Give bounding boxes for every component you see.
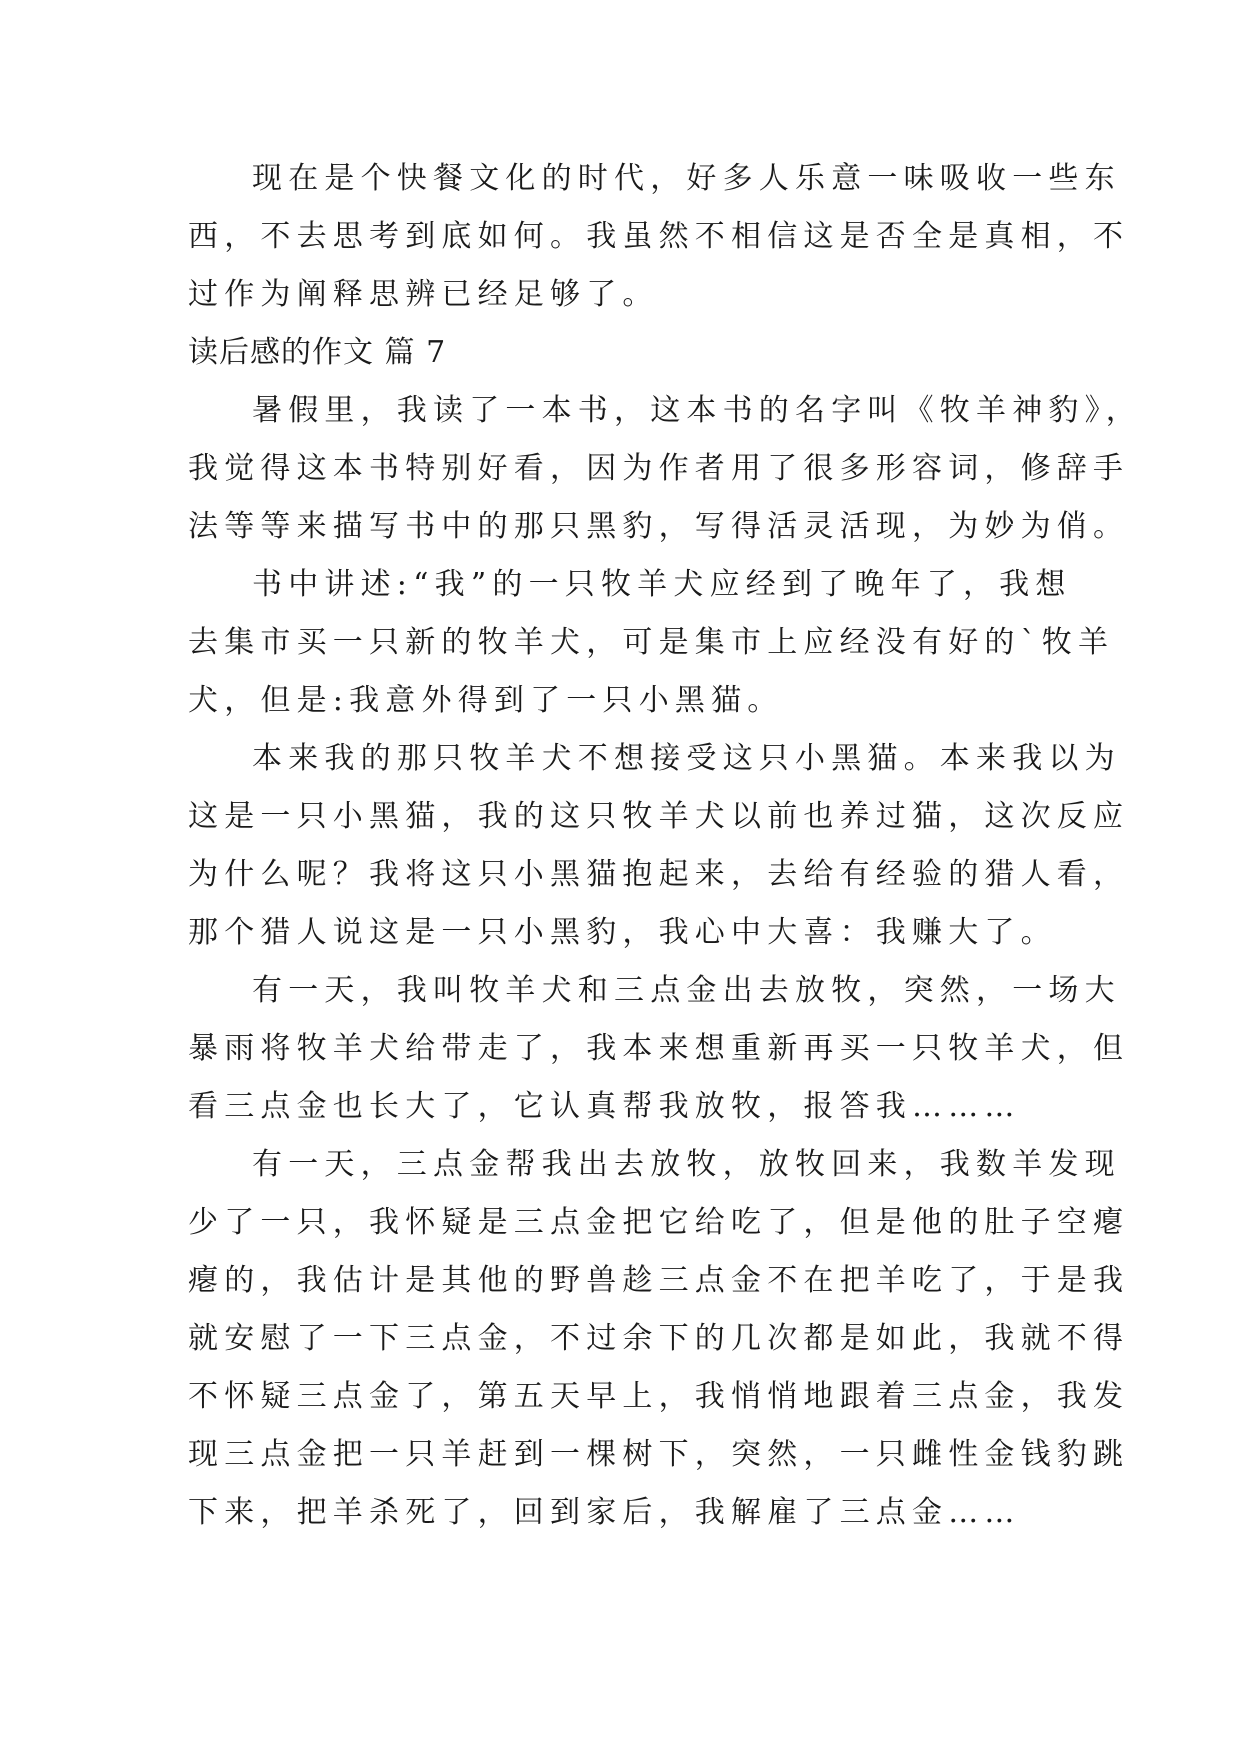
paragraph-6-line-6: 现三点金把一只羊赶到一棵树下，突然，一只雌性金钱豹跳 <box>188 1437 1130 1472</box>
paragraph-3-line-3: 犬，但是:我意外得到了一只小黑猫。 <box>188 683 784 718</box>
paragraph-6-line-2: 少了一只，我怀疑是三点金把它给吃了，但是他的肚子空瘪 <box>188 1205 1130 1240</box>
paragraph-2-line-2: 我觉得这本书特别好看，因为作者用了很多形容词，修辞手 <box>188 451 1130 486</box>
paragraph-2-line-1: 暑假里，我读了一本书，这本书的名字叫《牧羊神豹》， <box>252 393 1142 428</box>
paragraph-4-line-3: 为什么呢？我将这只小黑猫抱起来，去给有经验的猎人看， <box>188 857 1130 892</box>
paragraph-3-line-1: 书中讲述:“我”的一只牧羊犬应经到了晚年了，我想 <box>252 567 1072 602</box>
paragraph-6-line-3: 瘪的，我估计是其他的野兽趁三点金不在把羊吃了，于是我 <box>188 1263 1130 1298</box>
paragraph-4-line-1: 本来我的那只牧羊犬不想接受这只小黑猫。本来我以为 <box>252 741 1121 776</box>
paragraph-3-line-2: 去集市买一只新的牧羊犬，可是集市上应经没有好的`牧羊 <box>188 625 1115 660</box>
paragraph-6-line-4: 就安慰了一下三点金，不过余下的几次都是如此，我就不得 <box>188 1321 1130 1356</box>
paragraph-5-line-2: 暴雨将牧羊犬给带走了，我本来想重新再买一只牧羊犬，但 <box>188 1031 1130 1066</box>
paragraph-6-line-1: 有一天，三点金帮我出去放牧，放牧回来，我数羊发现 <box>252 1147 1121 1182</box>
paragraph-1-line-1: 现在是个快餐文化的时代，好多人乐意一味吸收一些东 <box>252 161 1121 196</box>
section-title: 读后感的作文 篇 7 <box>188 335 447 370</box>
paragraph-1-line-3: 过作为阐释思辨已经足够了。 <box>188 277 659 312</box>
paragraph-6-line-5: 不怀疑三点金了，第五天早上，我悄悄地跟着三点金，我发 <box>188 1379 1130 1414</box>
paragraph-5-line-1: 有一天，我叫牧羊犬和三点金出去放牧，突然，一场大 <box>252 973 1121 1008</box>
paragraph-5-line-3: 看三点金也长大了，它认真帮我放牧，报答我……… <box>188 1089 1021 1124</box>
paragraph-4-line-2: 这是一只小黑猫，我的这只牧羊犬以前也养过猫，这次反应 <box>188 799 1130 834</box>
paragraph-2-line-3: 法等等来描写书中的那只黑豹，写得活灵活现，为妙为俏。 <box>188 509 1130 544</box>
paragraph-4-line-4: 那个猎人说这是一只小黑豹，我心中大喜：我赚大了。 <box>188 915 1057 950</box>
paragraph-6-line-7: 下来，把羊杀死了，回到家后，我解雇了三点金…… <box>188 1495 1021 1530</box>
paragraph-1-line-2: 西，不去思考到底如何。我虽然不相信这是否全是真相，不 <box>188 219 1130 254</box>
